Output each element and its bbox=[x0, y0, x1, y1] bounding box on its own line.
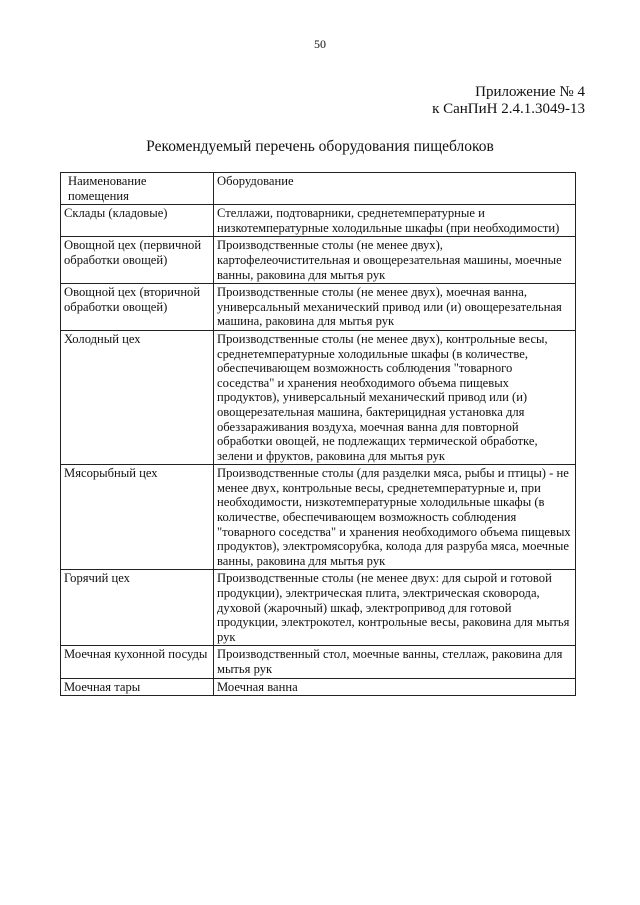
room-cell: Овощной цех (вторичной обработки овощей) bbox=[61, 284, 214, 331]
table-row bbox=[61, 205, 576, 237]
room-cell: Склады (кладовые) bbox=[61, 205, 214, 237]
room-cell: Горячий цех bbox=[61, 570, 214, 646]
room-cell: Моечная кухонной посуды bbox=[61, 646, 214, 678]
table-row bbox=[61, 237, 576, 284]
room-cell: Холодный цех bbox=[61, 330, 214, 464]
header-equipment: Оборудование bbox=[214, 173, 576, 205]
room-cell: Овощной цех (первичной обработки овощей) bbox=[61, 237, 214, 284]
page-number: 50 bbox=[314, 37, 326, 51]
table-row bbox=[61, 646, 576, 678]
table-row bbox=[61, 465, 576, 570]
room-cell: Моечная тары bbox=[61, 678, 214, 696]
equipment-cell: Производственные столы (не менее двух), картофелеочистительная и овощерезательная машины, моечные ванны, раковина для мытья рук bbox=[214, 237, 576, 284]
equipment-cell: Производственные столы (не менее двух), моечная ванна, универсальный механический привод или (и) овощерезательная машина, раковина для мытья рук bbox=[214, 284, 576, 331]
equipment-cell: Производственные столы (не менее двух), контрольные весы, среднетемпературные холодильные шкафы (в количестве, обеспечивающем возможность соблюдения "товарного соседства" и хранения необходимого объема пищевых продуктов), универсальный механический привод или (и) овощерезательная машина, бактерицидная установка для обеззараживания воздуха, моечная ванна для повторной обработки овощей, не подлежащих термической обработке, зелени и фруктов, раковина для мытья рук bbox=[214, 330, 576, 464]
table-header-row bbox=[61, 173, 576, 205]
equipment-cell: Производственные столы (не менее двух: для сырой и готовой продукции), электрическая плита, электрическая сковорода, духовой (жарочный) шкаф, электропривод для готовой продукции, электрокотел, контрольные весы, раковина для мытья рук bbox=[214, 570, 576, 646]
table-row bbox=[61, 570, 576, 646]
equipment-table bbox=[60, 172, 576, 696]
table-row bbox=[61, 330, 576, 464]
equipment-cell: Стеллажи, подтоварники, среднетемпературные и низкотемпературные холодильные шкафы (при необходимости) bbox=[214, 205, 576, 237]
equipment-cell: Производственный стол, моечные ванны, стеллаж, раковина для мытья рук bbox=[214, 646, 576, 678]
header-room: Наименование помещения bbox=[61, 173, 214, 205]
document-title: Рекомендуемый перечень оборудования пищеблоков bbox=[146, 138, 494, 155]
table-row bbox=[61, 284, 576, 331]
appendix-regulation: к СанПиН 2.4.1.3049-13 bbox=[432, 101, 585, 117]
appendix-number: Приложение № 4 bbox=[475, 84, 585, 100]
equipment-cell: Производственные столы (для разделки мяса, рыбы и птицы) - не менее двух, контрольные весы, среднетемпературные и, при необходимости, низкотемпературные холодильные шкафы (в количестве, обеспечивающем возможность соблюдения "товарного соседства" и хранения необходимого объема пищевых продуктов), электромясорубка, колода для разруба мяса, моечные ванны, раковина для мытья рук bbox=[214, 465, 576, 570]
equipment-cell: Моечная ванна bbox=[214, 678, 576, 696]
room-cell: Мясорыбный цех bbox=[61, 465, 214, 570]
appendix-reference bbox=[432, 84, 585, 118]
table-row bbox=[61, 678, 576, 696]
